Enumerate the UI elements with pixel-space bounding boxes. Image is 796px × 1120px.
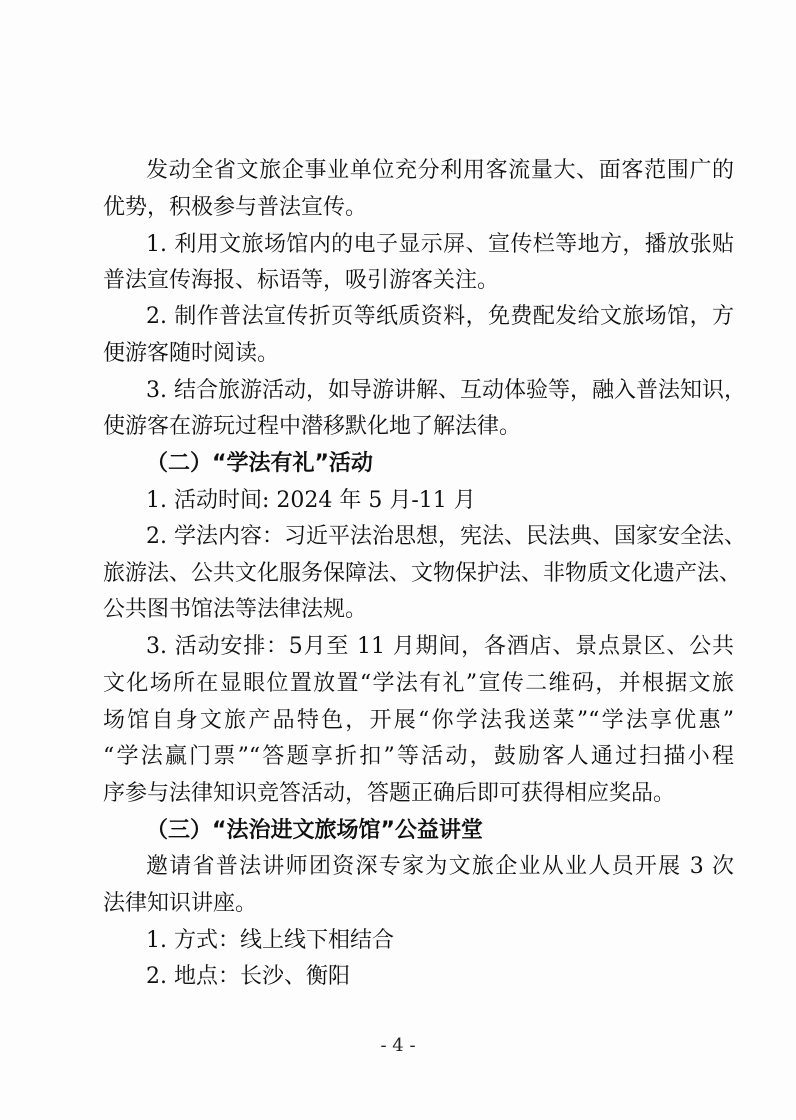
body-line: 公共图书馆法等法律法规。 <box>103 597 368 622</box>
list-item-line: 3. 活动安排：5月至 11 月期间，各酒店、景点景区、公共 <box>146 634 734 659</box>
body-line: 使游客在游玩过程中潜移默化地了解法律。 <box>103 414 522 439</box>
page-number: - 4 - <box>380 1035 416 1056</box>
list-item-line: 2. 学法内容：习近平法治思想，宪法、民法典、国家安全法、 <box>146 524 746 549</box>
body-line: 优势，积极参与普法宣传。 <box>103 195 368 220</box>
body-line: “学法赢门票”“答题享折扣”等活动，鼓励客人通过扫描小程 <box>103 744 734 769</box>
body-line: 发动全省文旅企事业单位充分利用客流量大、面客范围广的 <box>146 158 734 183</box>
list-item-line: 3. 结合旅游活动，如导游讲解、互动体验等，融入普法知识， <box>146 378 746 403</box>
body-line: 邀请省普法讲师团资深专家为文旅企业从业人员开展 3 次 <box>146 854 734 879</box>
list-item-line: 2. 制作普法宣传折页等纸质资料，免费配发给文旅场馆，方 <box>146 304 734 329</box>
list-item-line: 1. 利用文旅场馆内的电子显示屏、宣传栏等地方，播放张贴 <box>146 232 734 257</box>
list-item-line: 1. 活动时间: 2024 年 5 月-11 月 <box>146 488 476 513</box>
list-item-line: 2. 地点：长沙、衡阳 <box>146 964 350 989</box>
section-heading: （二）“学法有礼”活动 <box>146 451 373 476</box>
list-item-line: 1. 方式：线上线下相结合 <box>146 928 394 953</box>
body-line: 便游客随时阅读。 <box>103 341 280 366</box>
section-heading: （三）“法治进文旅场馆”公益讲堂 <box>146 818 483 843</box>
body-line: 文化场所在显眼位置放置“学法有礼”宣传二维码，并根据文旅 <box>103 671 734 696</box>
body-line: 普法宣传海报、标语等，吸引游客关注。 <box>103 268 500 293</box>
body-line: 序参与法律知识竞答活动，答题正确后即可获得相应奖品。 <box>103 781 676 806</box>
body-line: 旅游法、公共文化服务保障法、文物保护法、非物质文化遗产法、 <box>103 561 742 586</box>
body-line: 法律知识讲座。 <box>103 891 258 916</box>
body-line: 场馆自身文旅产品特色，开展“你学法我送菜”“学法享优惠” <box>103 708 734 733</box>
